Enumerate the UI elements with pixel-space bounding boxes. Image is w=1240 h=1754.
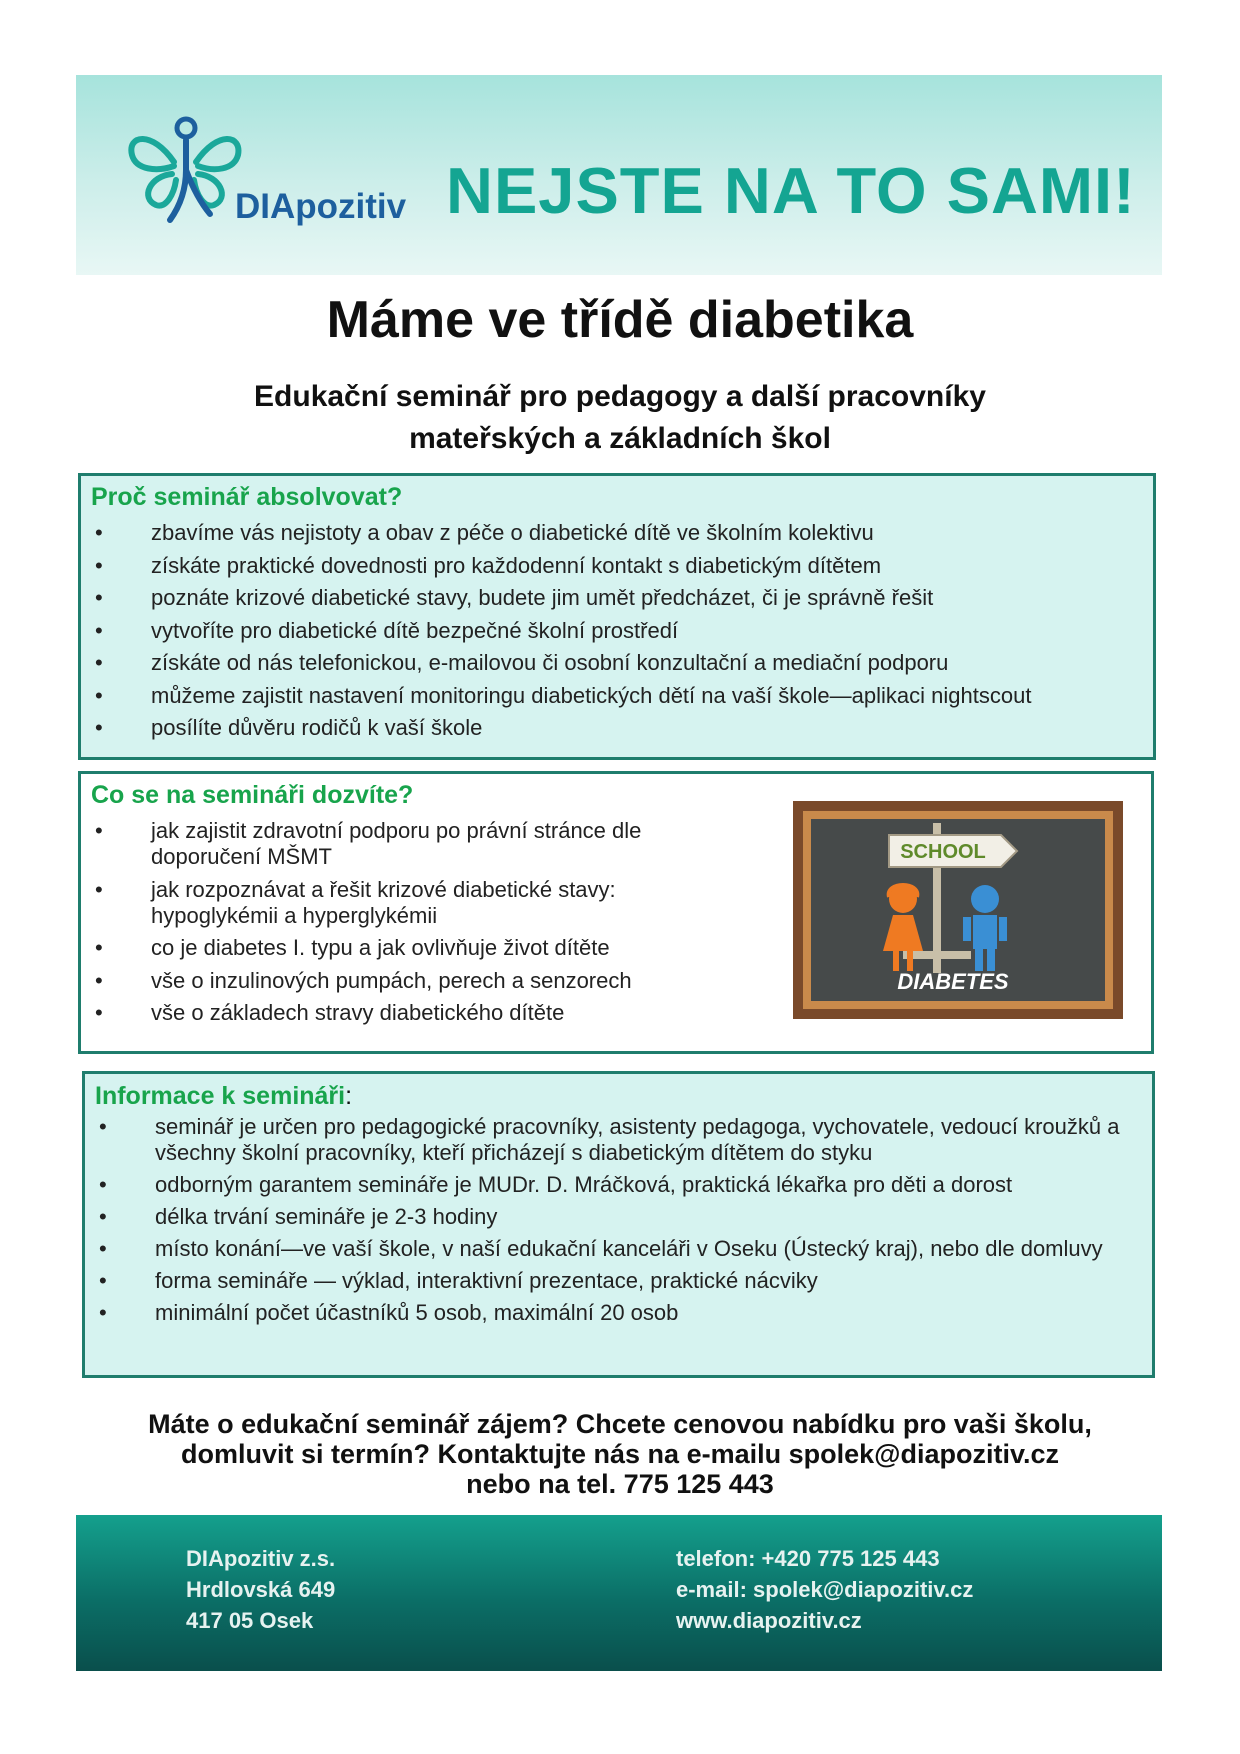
list-item: • co je diabetes I. typu a jak ovlivňuje život dítěte [81, 935, 721, 961]
subtitle-line-1: Edukační seminář pro pedagogy a další pracovníky [254, 380, 986, 413]
footer-street: Hrdlovská 649 [186, 1577, 336, 1602]
section-learn-heading: Co se na semináři dozvíte? [91, 781, 414, 809]
list-item: • jak zajistit zdravotní podporu po právní stránce dle doporučení MŠMT [81, 818, 721, 870]
list-item: • vše o inzulinových pumpách, perech a senzorech [81, 968, 721, 994]
cta-line-2: domluvit si termín? Kontaktujte nás na e-mailu spolek@diapozitiv.cz [181, 1439, 1059, 1469]
section-learn-list [81, 818, 721, 1033]
list-item: • můžeme zajistit nastavení monitoringu diabetických dětí na vaší škole—aplikaci nightscout [81, 683, 1141, 709]
footer-address [186, 1543, 335, 1636]
school-diabetes-chalkboard-image [793, 801, 1123, 1019]
list-item: • délka trvání semináře je 2-3 hodiny [85, 1204, 1145, 1230]
logo-text-pozitiv: pozitiv [295, 187, 407, 226]
section-info-heading-colon: : [345, 1082, 353, 1110]
section-learn [78, 771, 1154, 1054]
list-item: • vytvoříte pro diabetické dítě bezpečné školní prostředí [81, 618, 1141, 644]
logo [122, 110, 432, 250]
list-item: • jak rozpoznávat a řešit krizové diabetické stavy: hypoglykémii a hyperglykémii [81, 877, 721, 929]
subtitle-line-2: mateřských a základních škol [409, 422, 831, 455]
list-item: • forma semináře — výklad, interaktivní prezentace, praktické nácviky [85, 1268, 1145, 1294]
page-subtitle [0, 376, 1240, 460]
logo-text-dia: DIA [235, 187, 296, 226]
list-item: • zbavíme vás nejistoty a obav z péče o diabetické dítě ve školním kolektivu [81, 520, 1141, 546]
list-item: • posílíte důvěru rodičů k vaší škole [81, 715, 1141, 741]
header-banner [76, 75, 1162, 275]
section-info [82, 1071, 1155, 1378]
list-item: • seminář je určen pro pedagogické pracovníky, asistenty pedagoga, vychovatele, vedoucí kroužků a všechny školní pracovníky, kteří přicházejí s diabetickým dítětem do styku [85, 1114, 1145, 1166]
list-item: • místo konání—ve vaší škole, v naší edukační kanceláři v Oseku (Ústecký kraj), nebo dle domluvy [85, 1236, 1145, 1262]
section-info-list [85, 1114, 1145, 1332]
butterfly-logo-icon [122, 110, 242, 230]
footer-web: www.diapozitiv.cz [676, 1608, 862, 1633]
section-info-heading-text: Informace k semináři [95, 1082, 346, 1110]
sign-text: SCHOOL [900, 841, 986, 863]
section-why [78, 473, 1156, 760]
footer-city: 417 05 Osek [186, 1608, 314, 1633]
list-item: • vše o základech stravy diabetického dítěte [81, 1000, 721, 1026]
list-item: • získáte praktické dovednosti pro každodenní kontakt s diabetickým dítětem [81, 553, 1141, 579]
list-item: • odborným garantem semináře je MUDr. D. Mráčková, praktická lékařka pro děti a dorost [85, 1172, 1145, 1198]
image-caption: DIABETES [897, 969, 1009, 994]
slogan: NEJSTE NA TO SAMI! [446, 154, 1136, 227]
cta-line-3: nebo na tel. 775 125 443 [466, 1469, 774, 1499]
section-why-heading: Proč seminář absolvovat? [91, 483, 403, 511]
logo-text [235, 187, 406, 227]
page-title: Máme ve třídě diabetika [326, 291, 914, 349]
list-item: • získáte od nás telefonickou, e-mailovou či osobní konzultační a mediační podporu [81, 650, 1141, 676]
footer-org: DIApozitiv z.s. [186, 1546, 336, 1571]
cta-line-1: Máte o edukační seminář zájem? Chcete cenovou nabídku pro vaši školu, [148, 1409, 1092, 1439]
footer [76, 1515, 1162, 1671]
section-why-list [81, 520, 1141, 748]
section-info-heading [95, 1082, 352, 1111]
footer-contact [676, 1543, 973, 1636]
list-item: • minimální počet účastníků 5 osob, maximální 20 osob [85, 1300, 1145, 1326]
call-to-action [0, 1409, 1240, 1499]
footer-phone: telefon: +420 775 125 443 [676, 1546, 940, 1571]
list-item: • poznáte krizové diabetické stavy, budete jim umět předcházet, či je správně řešit [81, 585, 1141, 611]
footer-email: e-mail: spolek@diapozitiv.cz [676, 1577, 974, 1602]
